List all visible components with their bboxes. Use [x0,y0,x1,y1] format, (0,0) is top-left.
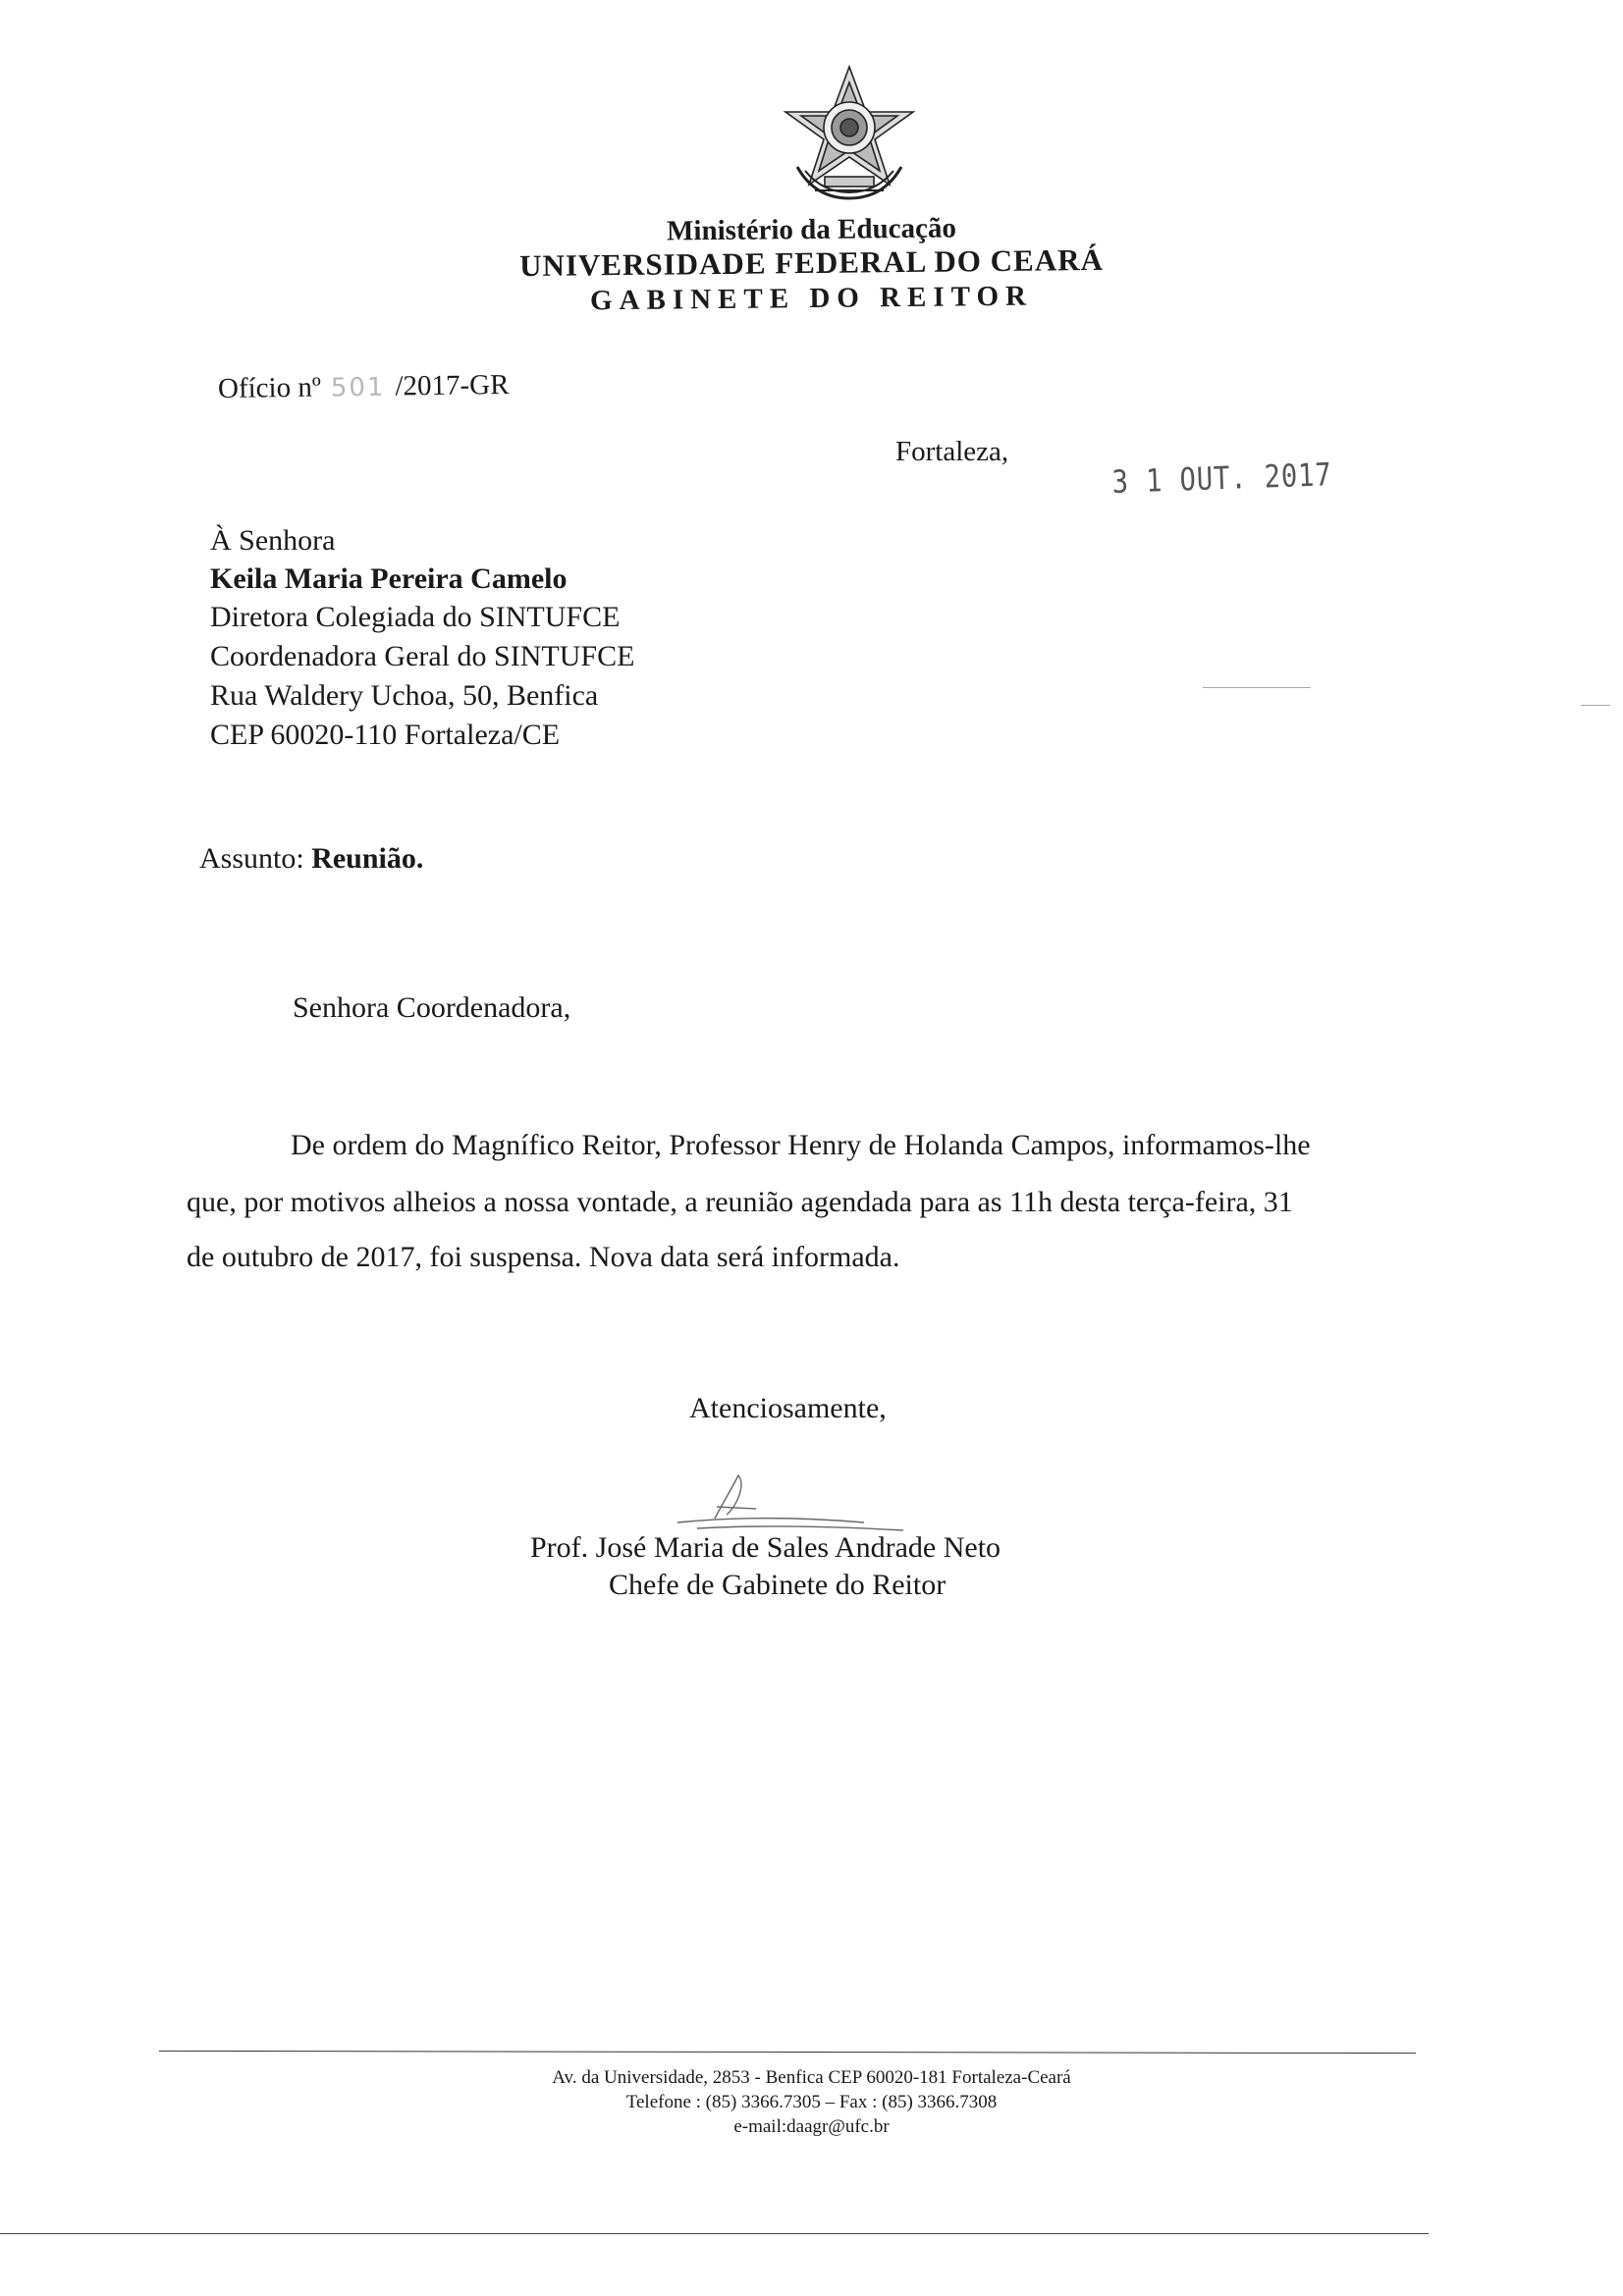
date-city: Fortaleza, [895,436,1009,467]
body-line-1: De ordem do Magnífico Reitor, Professor Henry de Holanda Campos, informamos-lhe [291,1129,1311,1161]
oficio-number: 501 [330,372,386,403]
recipient-role-2: Coordenadora Geral do SINTUFCE [210,640,635,672]
oficio-reference [218,369,510,405]
subject-label: Assunto: [199,842,304,875]
footer-rule-top [159,2051,1416,2054]
recipient-name: Keila Maria Pereira Camelo [210,562,568,595]
signatory-name: Prof. José Maria de Sales Andrade Neto [530,1531,1001,1564]
date-stamp: 3 1 OUT. 2017 [1111,455,1333,501]
oficio-suffix: /2017-GR [395,368,510,402]
recipient-role-1: Diretora Colegiada do SINTUFCE [210,601,621,633]
body-line-3: de outubro de 2017, foi suspensa. Nova data será informada. [187,1241,900,1273]
greeting: Senhora Coordenadora, [293,991,571,1024]
ministry-name: Ministério da Educação [666,212,957,247]
recipient-cep: CEP 60020-110 Fortaleza/CE [210,719,561,751]
recipient-salutation: À Senhora [210,524,336,557]
coat-of-arms-emblem [776,61,923,208]
office-name: GABINETE DO REITOR [589,280,1034,317]
footer-address: Av. da Universidade, 2853 - Benfica CEP 60020-181 Fortaleza-Ceará [552,2067,1071,2088]
closing: Atenciosamente, [689,1392,887,1424]
subject-value: Reunião. [311,842,424,875]
recipient-address: Rua Waldery Uchoa, 50, Benfica [210,679,599,712]
oficio-prefix: Ofício nº [217,371,322,405]
footer-phone: Telefone : (85) 3366.7305 – Fax : (85) 3366.7308 [625,2092,998,2112]
signatory-role: Chefe de Gabinete do Reitor [609,1569,947,1601]
university-name: UNIVERSIDADE FEDERAL DO CEARÁ [518,241,1105,284]
scan-speck [1581,705,1610,706]
footer-email: e-mail:daagr@ufc.br [733,2116,890,2137]
scan-speck [1203,687,1311,688]
signature-mark [619,1468,933,1541]
subject-line [199,842,423,876]
body-line-2: que, por motivos alheios a nossa vontade, a reunião agendada para as 11h desta terça-feira, 31 [187,1186,1293,1218]
footer-rule-bottom [0,2233,1429,2234]
